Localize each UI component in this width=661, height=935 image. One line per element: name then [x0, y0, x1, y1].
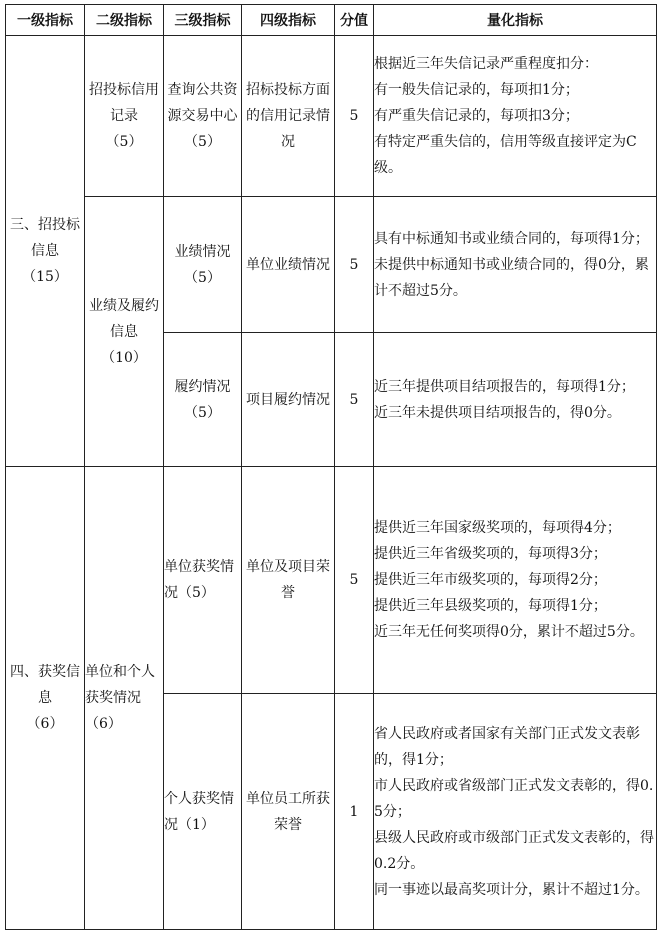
criteria-line: 近三年提供项目结项报告的，每项得1分； — [374, 378, 635, 395]
points-cell: 5 — [335, 197, 374, 333]
level1-cell — [6, 467, 85, 930]
header-criteria: 量化指标 — [374, 5, 657, 36]
level1-name: 四、获奖信息 — [10, 664, 80, 706]
level1-cell — [6, 36, 85, 467]
criteria-cell — [374, 36, 657, 197]
header-points: 分值 — [335, 5, 374, 36]
criteria-line: 有特定严重失信的，信用等级直接评定为C级。 — [374, 134, 637, 176]
criteria-line: 提供近三年县级奖项的，每项得1分； — [374, 598, 607, 614]
level4-cell: 单位业绩情况 — [242, 197, 335, 333]
level1-score: （6） — [26, 716, 64, 732]
criteria-line: 市人民政府或省级部门正式发文表彰的，得0.5分； — [374, 777, 654, 820]
scoring-table — [5, 4, 657, 930]
level3-score: （5） — [184, 404, 221, 421]
level3-name: 业绩情况 — [174, 243, 231, 260]
header-level4: 四级指标 — [242, 5, 335, 36]
points-cell: 5 — [335, 467, 374, 694]
level3-name: 查询公共资源交易中心 — [167, 82, 238, 124]
level2-name: 招投标信用记录 — [89, 82, 159, 124]
criteria-line: 近三年无任何奖项得0分，累计不超过5分。 — [374, 624, 644, 640]
level4-cell: 单位及项目荣誉 — [242, 467, 335, 694]
header-level2: 二级指标 — [85, 5, 164, 36]
level4-cell: 项目履约情况 — [242, 333, 335, 467]
level3-cell — [164, 467, 242, 694]
header-level3: 三级指标 — [164, 5, 242, 36]
level2-cell — [85, 36, 164, 197]
criteria-line: 提供近三年省级奖项的，每项得3分； — [374, 546, 607, 562]
level3-cell — [164, 197, 242, 333]
criteria-line: 根据近三年失信记录严重程度扣分： — [374, 56, 598, 72]
level2-cell — [85, 467, 164, 930]
criteria-cell — [374, 694, 657, 930]
level3-score: （5） — [184, 134, 221, 150]
criteria-line: 未提供中标通知书或业绩合同的，得0分，累计不超过5分。 — [374, 256, 649, 299]
level3-cell — [164, 333, 242, 467]
criteria-cell — [374, 197, 657, 333]
level1-name: 三、招投标信息 — [10, 217, 80, 259]
level3-name: 单位获奖情况（5） — [164, 559, 234, 601]
level4-cell: 单位员工所获荣誉 — [242, 694, 335, 930]
header-level1: 一级指标 — [6, 5, 85, 36]
level3-name: 个人获奖情况（1） — [164, 790, 234, 833]
level2-name: 单位和个人获奖情况（6） — [85, 664, 155, 732]
level1-score: （15） — [22, 269, 68, 285]
criteria-line: 有严重失信记录的，每项扣3分； — [374, 108, 579, 124]
criteria-line: 省人民政府或者国家有关部门正式发文表彰的，得1分； — [374, 725, 640, 768]
level4-cell: 招标投标方面的信用记录情况 — [242, 36, 335, 197]
table-row — [6, 467, 657, 694]
level2-score: （10） — [101, 349, 147, 366]
criteria-line: 县级人民政府或市级部门正式发文表彰的，得0.2分。 — [374, 829, 654, 872]
criteria-cell — [374, 333, 657, 467]
level3-cell — [164, 36, 242, 197]
table-row — [6, 197, 657, 333]
criteria-line: 有一般失信记录的，每项扣1分； — [374, 82, 579, 98]
level3-cell — [164, 694, 242, 930]
header-row — [6, 5, 657, 36]
points-cell: 5 — [335, 333, 374, 467]
criteria-line: 近三年未提供项目结项报告的，得0分。 — [374, 404, 621, 421]
points-cell: 5 — [335, 36, 374, 197]
criteria-line: 提供近三年国家级奖项的，每项得4分； — [374, 520, 621, 536]
level2-name: 业绩及履约信息 — [89, 297, 159, 340]
level3-name: 履约情况 — [174, 378, 231, 395]
criteria-line: 具有中标通知书或业绩合同的，每项得1分； — [374, 230, 649, 247]
criteria-cell — [374, 467, 657, 694]
criteria-line: 同一事迹以最高奖项计分，累计不超过1分。 — [374, 881, 649, 898]
level3-score: （5） — [184, 269, 221, 286]
table-row — [6, 36, 657, 197]
points-cell: 1 — [335, 694, 374, 930]
criteria-line: 提供近三年市级奖项的，每项得2分； — [374, 572, 607, 588]
level2-cell — [85, 197, 164, 467]
level2-score: （5） — [105, 134, 143, 150]
